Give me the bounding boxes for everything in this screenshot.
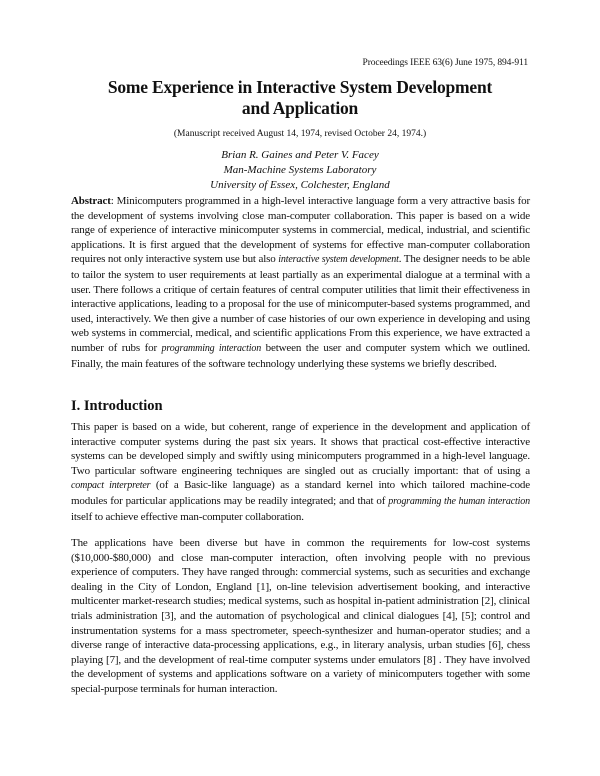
- journal-reference: Proceedings IEEE 63(6) June 1975, 894-911: [362, 58, 528, 68]
- abstract-text-1: : Minicomputers programmed in a high-level interactive language form a very attractive basis for the development of systems involving close man-computer collaboration. This paper is based on a wide range of experience of interactive minicomputer systems in commercial, medical, industrial, and scientific applications. It is first argued that the development of systems for effective man-computer collaboration requires not only interactive system use but also: [71, 195, 530, 266]
- abstract-paragraph: [71, 194, 530, 371]
- abstract-text-2: . The designer needs to be able to tailor the system to user requirements at least partially as an experimental dialogue at a terminal with a user. There follows a critique of certain features of central computer utilities that limit their effectiveness in interactive applications, leading to a proposal for the use of minicomputer-based systems programmed, and used, interactively. We then give a number of case histories of our own experience in developing and using web systems in commercial, medical, and scientific applications From this experience, we have extracted a number of rubs for: [71, 253, 531, 354]
- para1-term-2: programming the human interaction: [388, 495, 530, 507]
- paper-title: [70, 77, 530, 119]
- abstract-term-1: interactive system development: [278, 254, 399, 266]
- para1-text-1: This paper is based on a wide, but coherent, range of experience in the development and application of interactive computer systems during the past six years. It shows that practical cost-effective interactive systems can be developed simply and swiftly using minicomputers programmed in a high-level language. Two particular software engineering techniques are singled out as crucially important: that of using a: [71, 421, 530, 477]
- para1-text-2: (of a Basic-like language) as a standard kernel into which tailored machine-code modules for particular applications may be readily integrated; and that of: [71, 479, 531, 507]
- author-affiliation: University of Essex, Colchester, England: [210, 179, 390, 191]
- abstract-text-3: between the user and computer system which we outlined. Finally, the main features of the software technology underlying these systems we briefly described.: [71, 341, 530, 370]
- abstract-label: Abstract: [71, 195, 111, 207]
- intro-paragraph-1: [71, 420, 530, 524]
- para1-term-1: compact interpreter: [71, 480, 151, 492]
- author-lab: Man-Machine Systems Laboratory: [223, 164, 377, 176]
- author-block: [70, 148, 530, 193]
- author-names: Brian R. Gaines and Peter V. Facey: [221, 149, 379, 161]
- title-line-2: and Application: [241, 98, 359, 118]
- para1-text-3: itself to achieve effective man-computer collaboration.: [71, 510, 304, 523]
- section-heading: I. Introduction: [71, 398, 163, 414]
- intro-paragraph-2: The applications have been diverse but have in common the requirements for low-cost systems ($10,000-$80,000) and close man-computer interaction, often involving people with no previous experience of computers. They have ranged through: commercial systems, such as securities and exchange dealing in the City of London, England [1], on-line television advertisement booking, and interactive multicenter market-research studies; medical systems, such as hospital in-patient administration [2], clinical trials administration [3], and the automation of psychological and clinical dialogues [4], [5]; control and instrumentation systems for a mass spectrometer, speech-synthesizer and human-operator studies; and a diverse range of interactive data-processing applications, e.g., in literary analysis, urban studies [6], chess playing [7], and the development of real-time computer systems under emulators [8] . They have involved the development of systems and applications software on a variety of minicomputers together with some special-purpose terminals for human interaction.: [71, 537, 530, 695]
- abstract-term-2: programming interaction: [161, 342, 262, 354]
- title-line-1: Some Experience in Interactive System Development: [107, 77, 493, 97]
- manuscript-note: (Manuscript received August 14, 1974, revised October 24, 1974.): [173, 129, 427, 139]
